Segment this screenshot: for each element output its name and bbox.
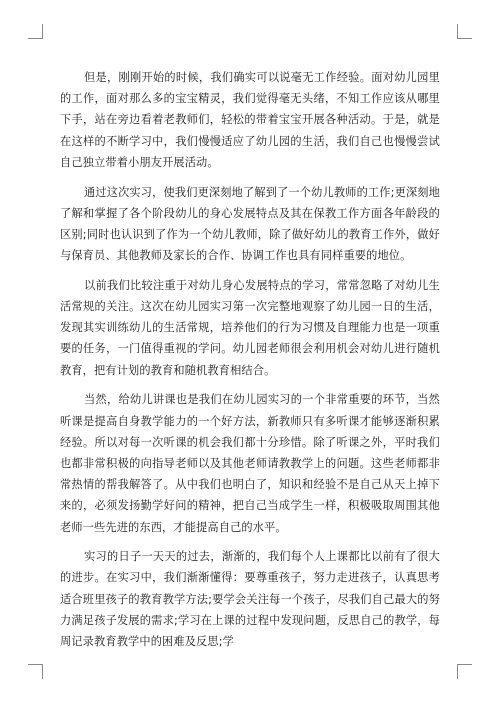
crop-mark-bottom-right	[457, 664, 472, 679]
paragraph-4: 当然，给幼儿讲课也是我们在幼儿园实习的一个非常重要的环节，当然听课是提高自身教学能力的一个好方法，新教师只有多听课才能够逐渐积累经验。所以对每一次听课的机会我们都十分珍惜。除了听课之外，平时我们也都非常积极的向指导老师以及其他老师请教教学上的问题。这些老师都非常热情的帮我解答了。从中我们也明白了，知识和经验不是自己从天上掉下来的，必须发扬勤学好问的精神，把自己当成学生一样，积极吸取周围其他老师一些先进的东西，才能提高自己的水平。	[60, 393, 440, 534]
document-body	[60, 67, 440, 661]
crop-mark-top-right	[457, 24, 472, 39]
paragraph-2: 通过这次实习，使我们更深刻地了解到了一个幼儿教师的工作;更深刻地了解和掌握了各个阶段幼儿的身心发展特点及其在保教工作方面各年龄段的区别;同时也认识到了作为一个幼儿教师，除了做好幼儿的教育工作外，做好与保育员、其他教师及家长的合作、协调工作也具有同样重要的地位。	[60, 185, 440, 263]
crop-mark-bottom-left	[28, 664, 43, 679]
paragraph-5: 实习的日子一天天的过去，渐渐的，我们每个人上课都比以前有了很大的进步。在实习中，我们渐渐懂得：要尊重孩子，努力走进孩子，认真思考适合班里孩子的教育教学方法;要学会关注每一个孩子，尽我们自己最大的努力满足孩子发展的需求;学习在上课的过程中发现问题，反思自己的教学，每周记录教育教学中的困难及反思;学	[60, 550, 440, 649]
paragraph-1: 但是，刚刚开始的时候，我们确实可以说毫无工作经验。面对幼儿园里的工作，面对那么多的宝宝精灵，我们觉得毫无头绪，不知工作应该从哪里下手，站在旁边看着老教师们，轻松的带着宝宝开展各种活动。于是，就是在这样的不断学习中，我们慢慢适应了幼儿园的生活，我们自己也慢慢尝试自己独立带着小朋友开展活动。	[60, 71, 440, 169]
paragraph-3: 以前我们比较注重于对幼儿身心发展特点的学习，常常忽略了对幼儿生活常规的关注。这次在幼儿园实习第一次完整地观察了幼儿园一日的生活，发现其实训练幼儿的生活常规，培养他们的行为习惯及自理能力也是一项重要的任务，一门值得重视的学问。幼儿园老师很会利用机会对幼儿进行随机教育，把有计划的教育和随机教育相结合。	[60, 278, 440, 377]
crop-mark-top-left	[28, 24, 43, 39]
